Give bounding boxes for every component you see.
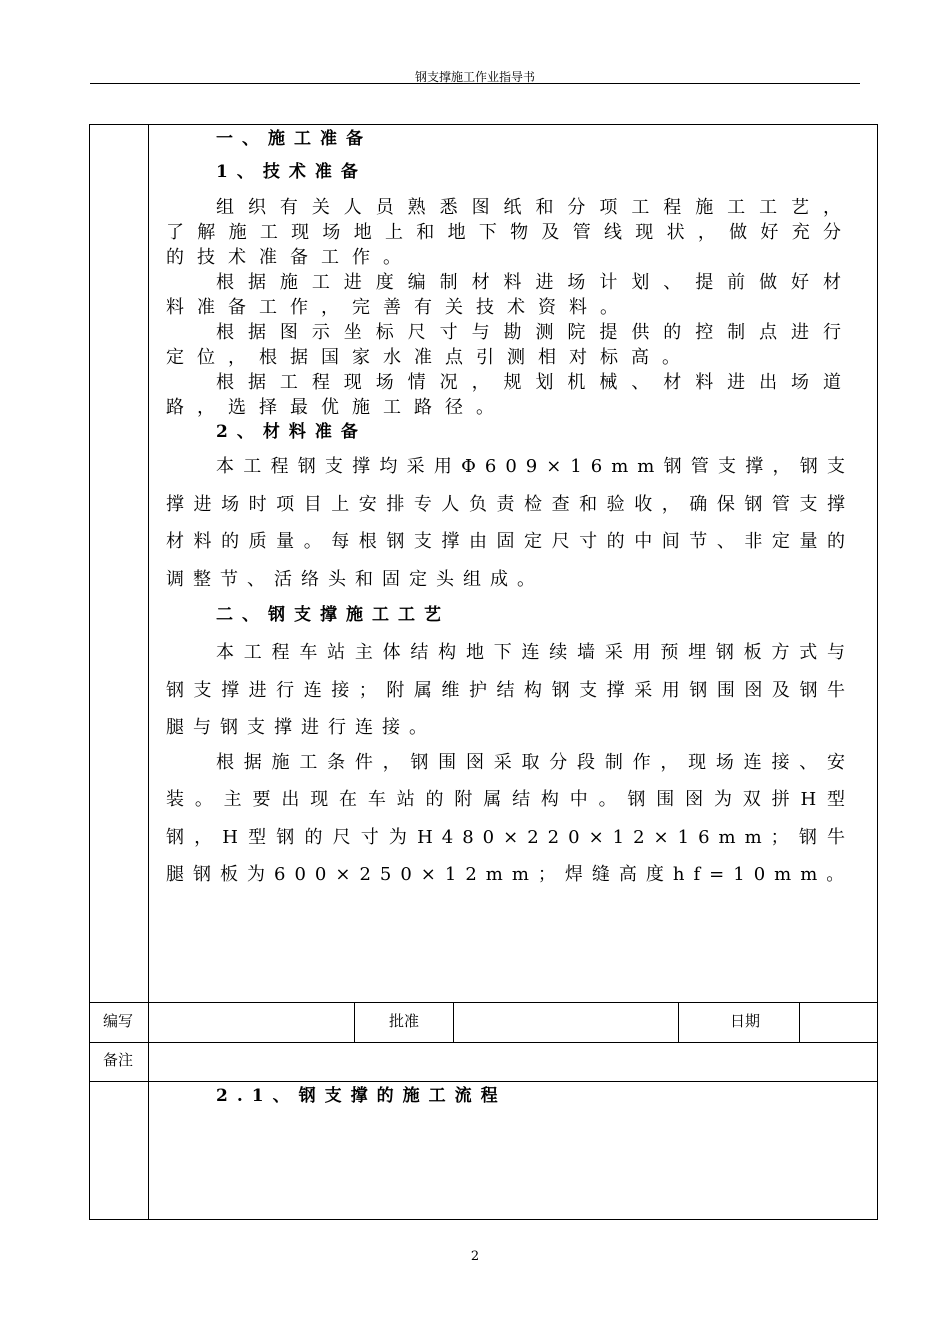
section-heading-2: 二、钢支撑施工工艺 bbox=[216, 605, 450, 625]
paragraph-tech-4: 根据工程现场情况，规划机械、材料进出场道路，选择最优施工路径。 bbox=[166, 372, 854, 418]
remark-label: 备注 bbox=[103, 1051, 134, 1069]
paragraph-tech-1: 组织有关人员熟悉图纸和分项工程施工工艺，了解施工现场地上和地下物及管线现状，做好充分的技术准备工作。 bbox=[166, 197, 854, 268]
row-divider-continuation bbox=[89, 1081, 878, 1082]
sign-row-divider-1 bbox=[354, 1002, 355, 1042]
paragraph-process-2: 根据施工条件，钢围囹采取分段制作，现场连接、安装。主要出现在车站的附属结构中。钢围囹为双拼H型钢，H型钢的尺寸为H480×220×12×16mm；钢牛腿钢板为600×250×12mm；焊缝高度hf=10mm。 bbox=[166, 751, 854, 885]
paragraph-tech-3: 根据图示坐标尺寸与勘测院提供的控制点进行定位，根据国家水准点引测相对标高。 bbox=[166, 322, 854, 368]
left-column-divider bbox=[148, 124, 149, 1220]
paragraph-material: 本工程钢支撑均采用Φ609×16mm钢管支撑，钢支撑进场时项目上安排专人负责检查和验收，确保钢管支撑材料的质量。每根钢支撑由固定尺寸的中间节、非定量的调整节、活络头和固定头组成。 bbox=[166, 456, 854, 590]
subsection-heading-1-2: 2、材料准备 bbox=[216, 422, 367, 442]
paragraph-process-1: 本工程车站主体结构地下连续墙采用预埋钢板方式与钢支撑进行连接；附属维护结构钢支撑采用钢围囹及钢牛腿与钢支撑进行连接。 bbox=[166, 642, 854, 738]
paragraph-tech-2: 根据施工进度编制材料进场计划、提前做好材料准备工作，完善有关技术资料。 bbox=[166, 272, 854, 318]
approve-label: 批准 bbox=[389, 1012, 420, 1030]
document-body bbox=[166, 127, 854, 894]
sign-row-divider-2 bbox=[453, 1002, 454, 1042]
header-rule bbox=[90, 83, 860, 84]
document-header-title: 钢支撑施工作业指导书 bbox=[414, 70, 535, 84]
section-heading-1: 一、施工准备 bbox=[216, 129, 372, 149]
author-label: 编写 bbox=[103, 1012, 134, 1030]
page-number: 2 bbox=[470, 1249, 480, 1264]
row-divider-sign bbox=[89, 1002, 878, 1003]
sign-row-divider-3 bbox=[678, 1002, 679, 1042]
subsection-heading-2-1: 2.1、钢支撑的施工流程 bbox=[216, 1086, 507, 1106]
continuation-block bbox=[166, 1084, 854, 1109]
date-label: 日期 bbox=[730, 1012, 761, 1030]
sign-row-divider-4 bbox=[799, 1002, 800, 1042]
row-divider-remark bbox=[89, 1042, 878, 1043]
subsection-heading-1-1: 1、技术准备 bbox=[216, 162, 367, 182]
